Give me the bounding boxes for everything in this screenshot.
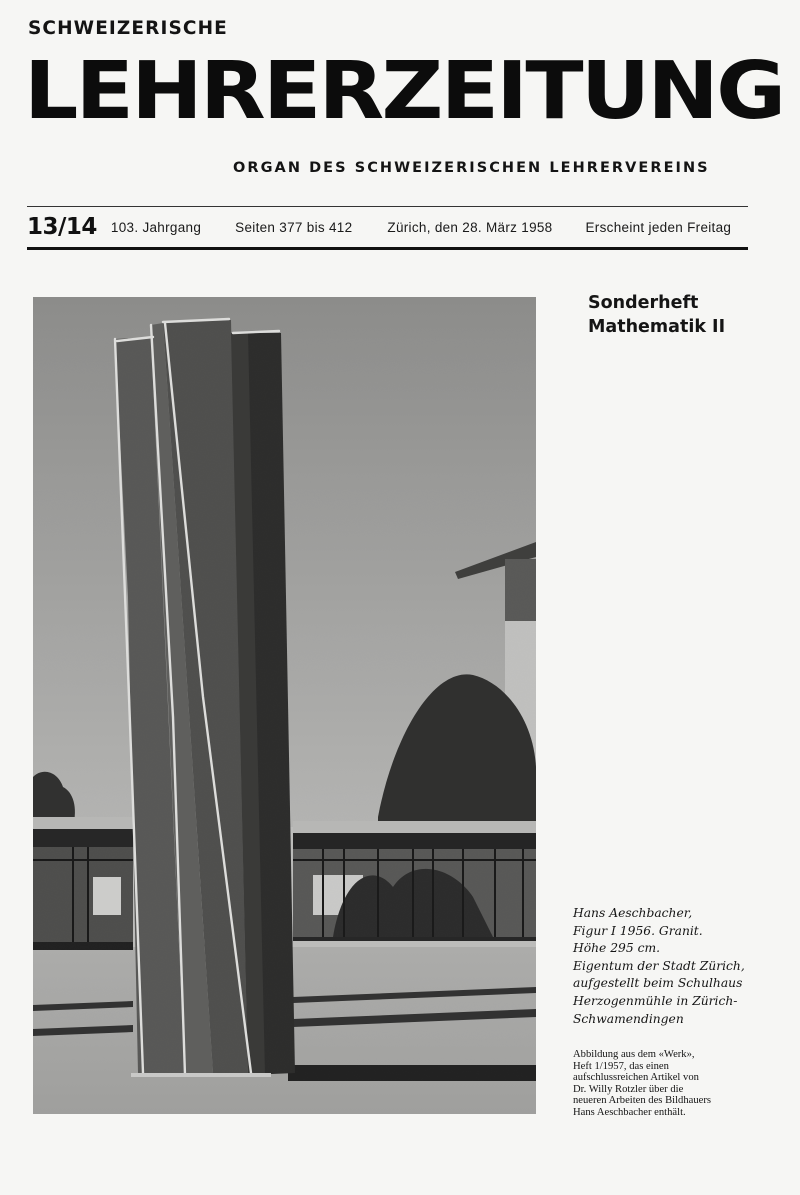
credit-line: Abbildung aus dem «Werk»,	[573, 1049, 695, 1060]
photo-caption	[573, 905, 745, 1028]
caption-line: Eigentum der Stadt Zürich,	[573, 958, 745, 973]
credit-line: Dr. Willy Rotzler über die	[573, 1083, 684, 1095]
special-issue-heading	[588, 291, 725, 339]
credit-line: aufschlussreichen Artikel von	[573, 1072, 699, 1084]
cover-photo	[33, 297, 536, 1114]
caption-line: aufgestellt beim Schulhaus	[573, 976, 743, 991]
credit-line: Hans Aeschbacher enthält.	[573, 1106, 686, 1118]
info-bar	[27, 210, 748, 244]
caption-line: Figur I 1956. Granit.	[573, 923, 703, 938]
credit-line: Heft 1/1957, das einen	[573, 1060, 669, 1072]
volume: 103. Jahrgang	[110, 219, 202, 235]
rule-top	[27, 206, 748, 207]
caption-line: Schwamendingen	[573, 1011, 684, 1026]
pages: Seiten 377 bis 412	[235, 219, 353, 235]
frequency: Erscheint jeden Freitag	[585, 219, 732, 235]
source-credit	[573, 1049, 711, 1119]
photo-sculpture-icon	[33, 297, 536, 1114]
rule-bottom	[27, 247, 748, 250]
masthead-subtitle: ORGAN DES SCHWEIZERISCHEN LEHRERVEREINS	[233, 160, 710, 176]
caption-line: Hans Aeschbacher,	[573, 906, 693, 920]
caption-line: Herzogenmühle in Zürich-	[573, 993, 738, 1008]
special-issue-line-1: Sonderheft	[588, 293, 699, 313]
place-date: Zürich, den 28. März 1958	[387, 219, 553, 235]
credit-line: neueren Arbeiten des Bildhauers	[573, 1095, 711, 1107]
masthead-kicker: SCHWEIZERISCHE	[28, 18, 228, 39]
caption-line: Höhe 295 cm.	[573, 941, 661, 956]
issue-number: 13/14	[27, 214, 97, 240]
masthead-title: LEHRERZEITUNG	[24, 45, 784, 137]
special-issue-line-2: Mathematik II	[588, 317, 726, 337]
